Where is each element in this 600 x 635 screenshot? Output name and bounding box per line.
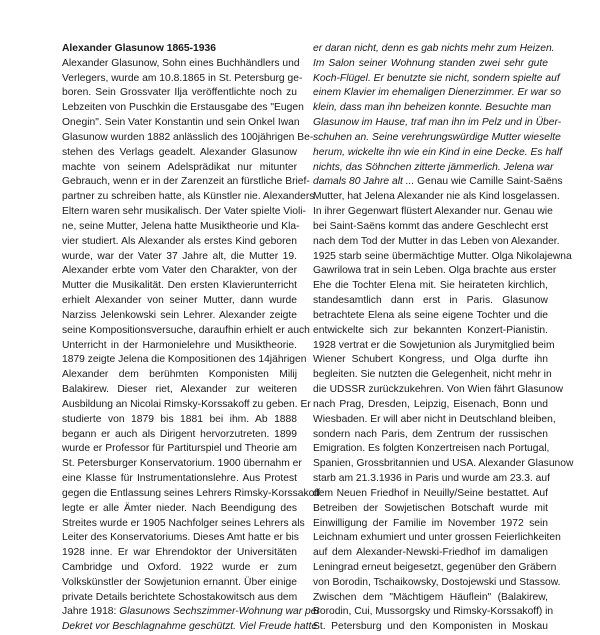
text-line — [313, 72, 560, 87]
body-text: boren. Sein Grossvater Ilja veröffentlichte noch zu — [62, 87, 297, 99]
body-text: Wiesbaden. Er will aber nicht in Deutschland bleiben, — [313, 413, 556, 425]
text-line — [313, 101, 552, 116]
text-line — [62, 264, 297, 279]
body-text: Genau wie Camille Saint-Saëns — [414, 176, 563, 188]
body-text: Lebzeiten von Puschkin die Erstausgabe des "Eugen — [62, 102, 304, 114]
body-text: St. Petersburger Konservatorium. 1900 übernahm er — [62, 458, 302, 470]
text-line — [62, 116, 300, 131]
text-line — [313, 42, 555, 57]
text-line — [313, 531, 561, 546]
body-text: Streites wurde er 1905 Nachfolger seines Lehrers als — [62, 517, 305, 529]
body-text: erhielt Alexander von seiner Mutter, dann wurde — [62, 295, 297, 307]
text-line — [62, 472, 297, 487]
body-text: begann er auch als Dirigent hervorzutreten. 1899 — [62, 428, 297, 440]
body-text: seine Kompositionsversuche, daraufhin erhielt er auch — [62, 324, 310, 336]
text-line — [62, 190, 315, 205]
text-line — [62, 413, 297, 428]
body-text: die UDSSR zurückzukehren. Von Wien fährt Glasunow — [313, 384, 564, 396]
body-text: betrachtete Elena als seine eigene Tochter und die — [313, 309, 548, 321]
italic-quote-text: einem Klavier im ehemaligen Dienerzimmer. Er war so — [313, 87, 561, 99]
text-line — [313, 561, 557, 576]
text-line — [62, 502, 297, 517]
text-line — [313, 309, 548, 324]
text-line — [62, 398, 311, 413]
text-line — [62, 57, 300, 72]
text-line — [313, 487, 548, 502]
text-line — [62, 220, 300, 235]
body-text: Zwischen dem "Mächtigem Häuflein" (Balakirew, — [313, 591, 548, 603]
text-line — [313, 205, 553, 220]
text-line — [62, 309, 297, 324]
text-line — [62, 86, 297, 101]
body-text: Gebrauch, wenn er in der Zarenzeit an fürstliche Brief- — [62, 176, 310, 188]
body-text: sondern nach Paris, dem Zentrum der russischen — [313, 428, 548, 440]
body-text: Verlegers, wurde am 10.8.1865 in St. Petersburg ge- — [62, 72, 303, 84]
italic-quote-text: herum, wickelte ihn wie ein Kind in eine Decke. Es half — [313, 146, 562, 158]
body-text: 1879 zeigte Jelena die Kompositionen des 14jährigen — [62, 354, 307, 366]
right-column — [313, 43, 574, 635]
text-line — [313, 220, 548, 235]
text-line — [313, 353, 548, 368]
text-line — [313, 250, 572, 265]
body-text: Leichnam exhumiert und unter grossen Feierlichkeiten — [313, 532, 561, 544]
body-text: Onegin". Sein Vater Konstantin und sein Onkel Iwan — [62, 117, 300, 129]
body-text: nach dem Tod der Mutter in das Leben von Alexander. — [313, 235, 560, 247]
body-text: Cambridge und Oxford. 1922 wurde er zum — [62, 561, 297, 573]
text-line — [313, 264, 557, 279]
body-text: Volkskünstler der Sowjetunion ernannt. Über einige — [62, 576, 297, 588]
text-line — [62, 368, 297, 383]
text-line — [62, 205, 306, 220]
text-line — [313, 324, 548, 339]
text-line — [62, 235, 297, 250]
text-line — [313, 472, 548, 487]
body-text: machte von seinem Adelsprädikat nur mitunter — [62, 161, 297, 173]
body-text: Unterricht in der Harmonielehre und Musiktheorie. — [62, 339, 297, 351]
body-text: Gawrilowa trat in sein Leben. Olga brachte aus erster — [313, 265, 557, 277]
text-line — [313, 161, 554, 176]
body-text: von Borodin, Tschaikowsky, Dostojewski und Stassow. — [313, 576, 561, 588]
text-line — [62, 561, 297, 576]
body-text: Borodin, Cui, Mussorgsky und Rimsky-Korssakoff) in — [313, 606, 554, 618]
body-text: partner zu schreiben hatte, als Künstler nie. Alexanders — [62, 191, 315, 203]
text-line — [62, 146, 297, 161]
body-text: Jahre 1918: — [62, 606, 120, 618]
text-line — [62, 428, 297, 443]
text-line — [62, 72, 303, 87]
italic-quote-text: Im Salon seiner Wohnung standen zwei sehr gute — [313, 57, 548, 69]
text-line — [313, 576, 561, 591]
italic-quote-text: damals 80 Jahre alt ... — [313, 176, 415, 188]
body-text: Alexander Glasunow, Sohn eines Buchhändlers und — [62, 57, 300, 69]
body-text: Ehe die Tochter Elena mit. Sie heirateten kirchlich, — [313, 280, 548, 292]
body-text: dem Neuen Friedhof in Neuilly/Seine bestattet. Auf — [313, 487, 548, 499]
text-line — [313, 190, 560, 205]
body-text: Alexander erbte vom Vater den Charakter, von der — [62, 265, 297, 277]
text-line — [62, 591, 297, 606]
body-text: Narziss Jelenkowski sein Lehrer. Alexander zeigte — [62, 309, 297, 321]
text-line — [313, 398, 548, 413]
italic-quote-text: Glasunows Sechszimmer-Wohnung war per — [119, 606, 320, 618]
text-line — [62, 620, 318, 635]
text-line — [313, 294, 548, 309]
text-line — [62, 605, 320, 620]
body-text: Mutter, hat Jelena Alexander nie als Kind losgelassen. — [313, 191, 560, 203]
italic-quote-text: er daran nicht, denn es gab nichts mehr zum Heizen. — [313, 43, 555, 54]
italic-quote-text: schuhen an. Seine verehrungswürdige Mutter wieselte — [313, 131, 561, 143]
text-line — [313, 368, 552, 383]
text-line — [313, 517, 548, 532]
body-text: stehen des Verlags geadelt. Alexander Glasunow — [62, 146, 297, 158]
body-text: 1928 inne. Er war Ehrendoktor der Universitäten — [62, 547, 297, 559]
body-text: entwickelte sich zur bekannten Konzert-Pianistin. — [313, 324, 548, 336]
body-text: standesamtlich dann erst in Paris. Glasunow — [313, 295, 548, 307]
body-text: studierte von 1879 bis 1881 bei ihm. Ab 1888 — [62, 413, 297, 425]
text-line — [313, 605, 554, 620]
text-line — [62, 487, 320, 502]
body-text: In ihrer Gegenwart flüstert Alexander nur. Genau wie — [313, 206, 553, 218]
text-line — [313, 442, 548, 457]
body-text: Alexander dem berühmten Komponisten Milij — [62, 369, 297, 381]
text-line — [62, 161, 297, 176]
text-line — [313, 413, 556, 428]
text-line — [62, 531, 297, 546]
text-line — [62, 517, 305, 532]
text-line — [62, 279, 297, 294]
body-text: Balakirew. Dieser riet, Alexander zur weiteren — [62, 384, 297, 396]
body-text: Emigration. Es folgten Konzertreisen nach Portugal, — [313, 443, 550, 455]
text-line — [313, 175, 563, 190]
italic-quote-text: Koch-Flügel. Er benutzte sie nicht, sondern spielte auf — [313, 72, 560, 84]
text-line — [313, 383, 564, 398]
body-text: Betreiben der Sowjetischen Botschaft wurde mit — [313, 502, 548, 514]
text-line — [313, 546, 548, 561]
body-text: eine Klasse für Instrumentationslehre. Aus Protest — [62, 473, 297, 485]
text-line — [62, 101, 304, 116]
text-line — [62, 131, 314, 146]
text-line — [62, 324, 310, 339]
text-line — [62, 442, 297, 457]
body-text: Ausbildung an Nicolai Rimsky-Korssakoff zu geben. Er — [62, 398, 311, 410]
text-line — [313, 591, 548, 606]
body-text: Mutter die Musikalität. Den ersten Klavierunterricht — [62, 280, 297, 292]
text-line — [313, 620, 548, 635]
text-line — [62, 175, 310, 190]
body-text: ne, seine Mutter, Jelena hatte Musiktheorie und Kla- — [62, 220, 300, 232]
italic-quote-text: nichts, das Söhnchen zitterte jämmerlich. Jelena war — [313, 161, 554, 173]
italic-quote-text: klein, dass man ihn beheizen konnte. Besuchte man — [313, 102, 552, 114]
text-line — [313, 235, 560, 250]
body-text: Spanien, Grossbritannien und USA. Alexander Glasunow — [313, 458, 574, 470]
text-line — [313, 86, 561, 101]
body-text: gegen die Entlassung seines Lehrers Rimsky-Korssakoff — [62, 487, 320, 499]
text-line — [313, 279, 548, 294]
article-heading: Alexander Glasunow 1865-1936 — [62, 43, 216, 54]
body-text: bei Saint-Saëns kommt das andere Geschlecht erst — [313, 220, 549, 232]
text-line — [313, 428, 548, 443]
text-line — [313, 116, 562, 131]
left-column — [62, 42, 320, 635]
body-text: vier studiert. Als Alexander als erstes Kind geboren — [62, 235, 297, 247]
text-line — [62, 339, 297, 354]
body-text: Glasunow wurden 1882 anlässlich des 100jährigen Be- — [62, 131, 314, 143]
body-text: Leiter des Konservatoriums. Dieses Amt hatte er bis — [62, 532, 299, 544]
italic-quote-text: Dekret vor Beschlagnahme geschützt. Viel Freude hatte — [62, 621, 318, 633]
text-line — [313, 146, 562, 161]
text-line — [62, 576, 297, 591]
body-text: Einwilligung der Familie im November 1972 sein — [313, 517, 548, 529]
body-text: auf dem Alexander-Newski-Friedhof im damaligen — [313, 547, 548, 559]
body-text: 1925 starb seine übermächtige Mutter. Olga Nikolajewna — [313, 250, 572, 262]
body-text: Eltern waren sehr musikalisch. Der Vater spielte Violi- — [62, 206, 306, 218]
text-line — [313, 457, 574, 472]
body-text: St. Petersburg und den Komponisten in Moskau — [313, 621, 548, 633]
body-text: starb am 21.3.1936 in Paris und wurde am 23.3. auf — [313, 473, 550, 485]
italic-quote-text: Glasunow im Hause, traf man ihn im Pelz und in Über- — [313, 117, 562, 129]
text-line — [313, 131, 561, 146]
body-text: Leningrad erneut beigesetzt, gegenüber den Gräbern — [313, 561, 557, 573]
text-line — [313, 57, 548, 72]
text-line — [62, 457, 302, 472]
text-line — [313, 502, 548, 517]
body-text: legte er alle Ämter nieder. Nach Beendigung des — [62, 502, 297, 514]
body-text: 1928 vertrat er die Sowjetunion als Jurymitglied beim — [313, 339, 555, 351]
body-text: wurde, war der Vater 37 Jahre alt, die Mutter 19. — [62, 250, 297, 262]
body-text: private Details berichtete Schostakowitsch aus dem — [62, 591, 298, 603]
body-text: wurde er Professor für Partiturspiel und Theorie am — [62, 443, 297, 455]
text-line — [62, 383, 297, 398]
body-text: nach Prag, Dresden, Leipzig, Eisenach, Bonn und — [313, 398, 548, 410]
text-line — [313, 339, 555, 354]
body-text: Wiener Schubert Kongress, und Olga durfte ihn — [313, 354, 548, 366]
text-line — [62, 294, 297, 309]
body-text: begleiten. Sie nutzten die Gelegenheit, nicht mehr in — [313, 369, 552, 381]
text-line — [62, 250, 297, 265]
text-line — [62, 353, 307, 368]
text-line — [62, 546, 297, 561]
